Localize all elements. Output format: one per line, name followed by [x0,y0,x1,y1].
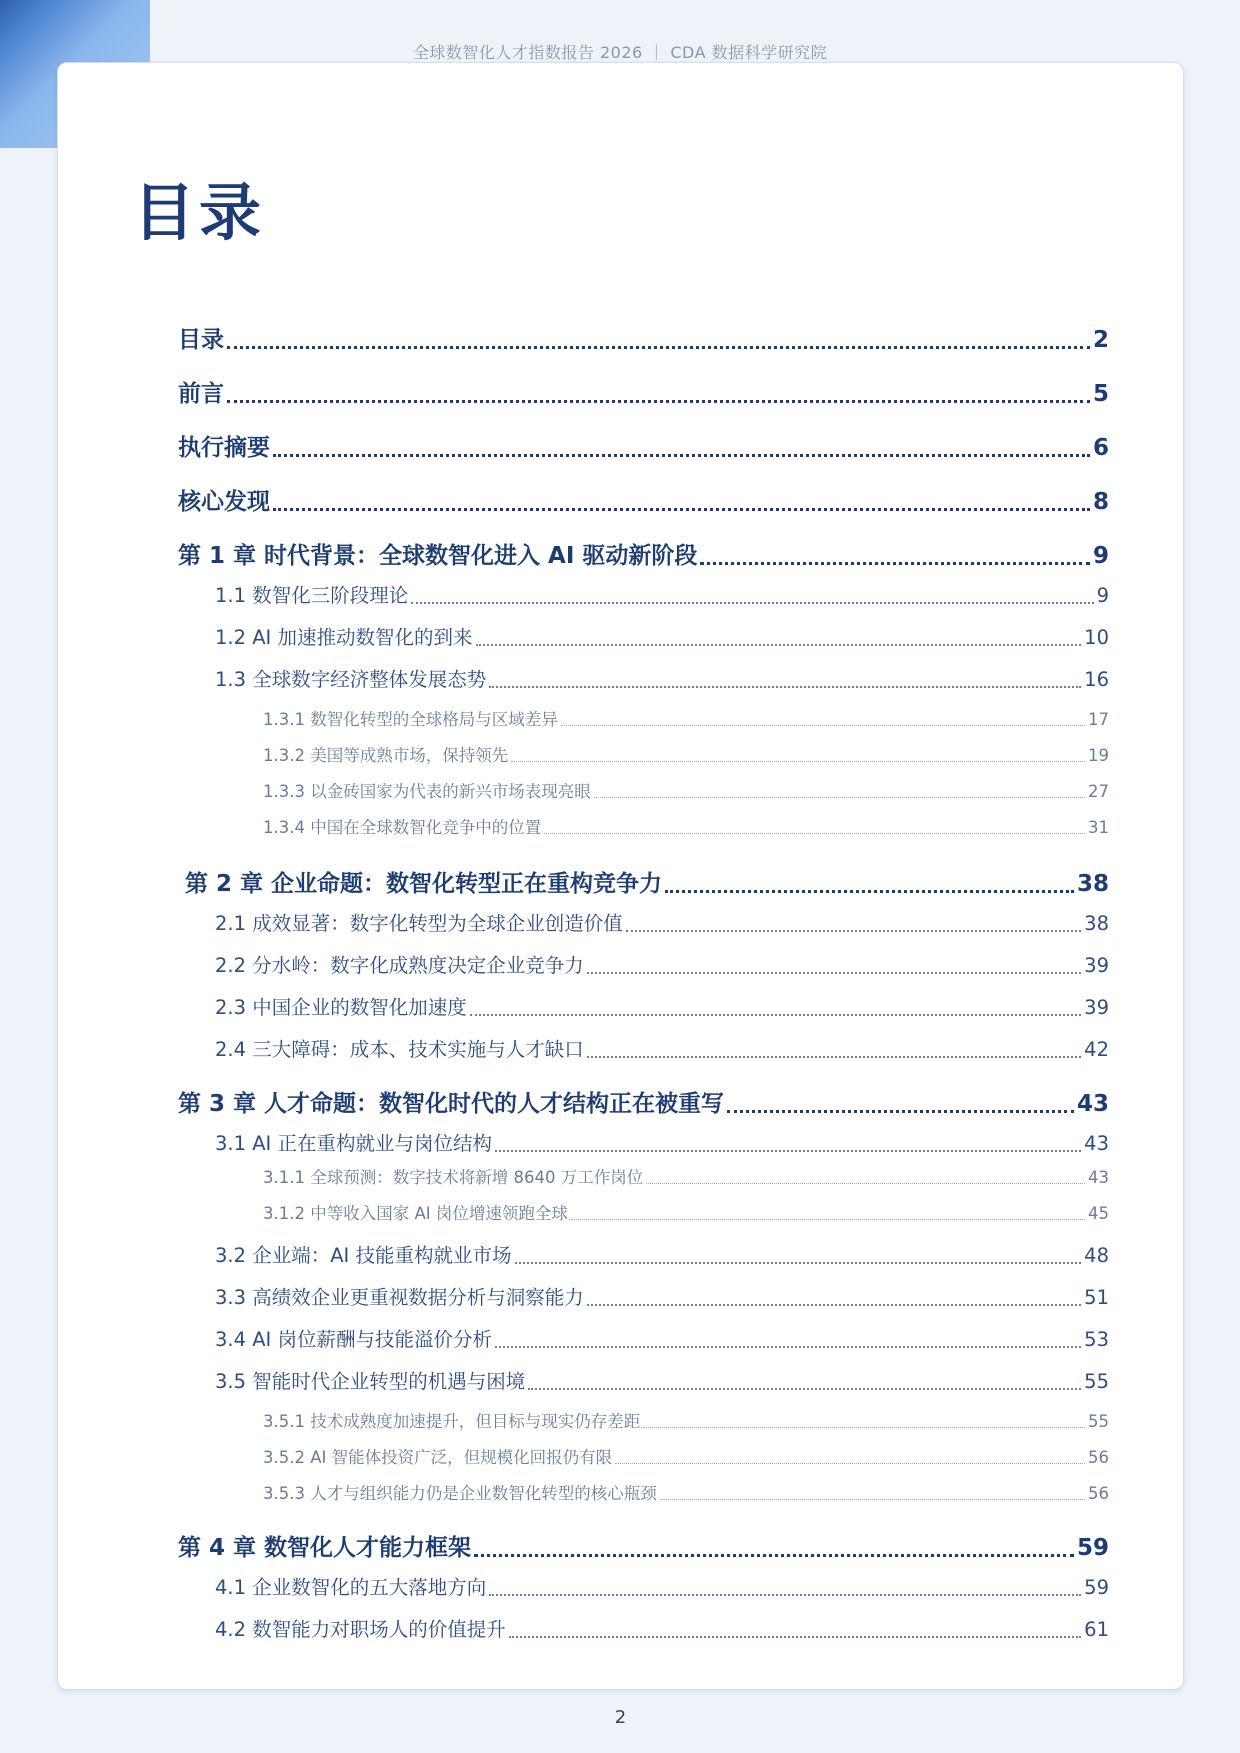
toc-subsection-entry[interactable] [263,778,1109,802]
toc-entry-title: 1.2 AI 加速推动数智化的到来 [215,626,473,649]
dot-leader [489,685,1081,688]
toc-entry-page: 31 [1088,818,1109,837]
toc-section-entry[interactable] [215,1324,1109,1352]
toc-entry-page: 9 [1092,543,1109,569]
toc-entry-page: 56 [1088,1484,1109,1503]
dot-leader [626,929,1081,932]
toc-entry-page: 8 [1092,489,1109,515]
dot-leader [495,1345,1081,1348]
toc-section-entry[interactable] [215,992,1109,1020]
dot-leader [227,345,1090,349]
toc-entry-title: 1.3.3 以金砖国家为代表的新兴市场表现亮眼 [263,782,591,801]
toc-chapter-entry[interactable] [178,1085,1109,1118]
toc-entry-page: 5 [1092,381,1109,407]
dot-leader [273,453,1090,457]
toc-entry-page: 6 [1092,435,1109,461]
toc-chapter-entry[interactable] [178,537,1109,570]
toc-section-entry[interactable] [215,1614,1109,1642]
toc-section-entry[interactable] [215,1572,1109,1600]
toc-entry-page: 2 [1092,327,1109,353]
running-header: 全球数智化人才指数报告 2026 ｜ CDA 数据科学研究院 [412,43,828,62]
dot-leader [411,601,1093,604]
toc-entry-page: 53 [1084,1328,1109,1351]
toc-entry-page: 61 [1084,1618,1109,1641]
dot-leader [489,1593,1081,1596]
toc-entry-page: 59 [1076,1535,1109,1561]
toc-entry-title: 1.3.4 中国在全球数智化竞争中的位置 [263,818,542,837]
toc-entry-title: 2.3 中国企业的数智化加速度 [215,996,467,1019]
toc-entry-page: 55 [1088,1412,1109,1431]
dot-leader [470,1013,1081,1016]
dot-leader [515,1261,1082,1264]
toc-section-entry[interactable] [215,1282,1109,1310]
page-title: 目录 [133,176,266,249]
toc-entry-page: 43 [1088,1168,1109,1187]
dot-leader [615,1462,1085,1464]
toc-subsection-entry[interactable] [263,1480,1109,1504]
toc-entry-page: 17 [1088,710,1109,729]
dot-leader [544,832,1085,834]
toc-chapter-entry[interactable] [178,429,1109,462]
toc-entry-title: 3.1.1 全球预测：数字技术将新增 8640 万工作岗位 [263,1168,644,1187]
toc-section-entry[interactable] [215,1034,1109,1062]
toc-entry-page: 39 [1084,954,1109,977]
toc-entry-title: 4.1 企业数智化的五大落地方向 [215,1576,487,1599]
toc-entry-title: 3.1 AI 正在重构就业与岗位结构 [215,1132,492,1155]
toc-entry-page: 10 [1084,626,1109,649]
toc-subsection-entry[interactable] [263,1164,1109,1188]
toc-section-entry[interactable] [215,1366,1109,1394]
toc-subsection-entry[interactable] [263,814,1109,838]
toc-entry-title: 3.4 AI 岗位薪酬与技能溢价分析 [215,1328,492,1351]
dot-leader [594,796,1085,798]
toc-entry-title: 3.5 智能时代企业转型的机遇与困境 [215,1370,526,1393]
toc-section-entry[interactable] [215,622,1109,650]
toc-chapter-entry[interactable] [178,483,1109,516]
dot-leader [511,760,1085,762]
toc-entry-title: 第 4 章 数智化人才能力框架 [178,1535,472,1561]
toc-entry-title: 目录 [178,327,224,353]
toc-section-entry[interactable] [215,1240,1109,1268]
toc-entry-title: 执行摘要 [178,435,270,461]
toc-entry-page: 39 [1084,996,1109,1019]
toc-entry-page: 19 [1088,746,1109,765]
toc-section-entry[interactable] [215,908,1109,936]
dot-leader [665,889,1074,893]
toc-subsection-entry[interactable] [263,706,1109,730]
toc-entry-title: 3.5.1 技术成熟度加速提升，但目标与现实仍存差距 [263,1412,641,1431]
toc-entry-title: 3.5.2 AI 智能体投资广泛，但规模化回报仍有限 [263,1448,613,1467]
toc-entry-page: 43 [1076,1091,1109,1117]
toc-section-entry[interactable] [215,664,1109,692]
page-sheet [57,62,1184,1728]
page-number: 2 [614,1707,627,1728]
toc-subsection-entry[interactable] [263,1444,1109,1468]
toc-entry-title: 第 3 章 人才命题：数智化时代的人才结构正在被重写 [178,1091,725,1117]
toc-entry-page: 27 [1088,782,1109,801]
toc-entry-page: 38 [1084,912,1109,935]
dot-leader [528,1387,1081,1390]
toc-entry-page: 59 [1084,1576,1109,1599]
toc-entry-page: 9 [1096,584,1109,607]
toc-chapter-entry[interactable] [178,321,1109,354]
toc-entry-page: 42 [1084,1038,1109,1061]
toc-section-entry[interactable] [215,1128,1109,1156]
dot-leader [643,1426,1085,1428]
toc-chapter-entry[interactable] [185,865,1109,898]
toc-subsection-entry[interactable] [263,1200,1109,1224]
dot-leader [587,971,1081,974]
toc-entry-page: 43 [1084,1132,1109,1155]
dot-leader [587,1055,1081,1058]
dot-leader [561,724,1085,726]
toc-entry-page: 56 [1088,1448,1109,1467]
toc-entry-title: 2.2 分水岭：数字化成熟度决定企业竞争力 [215,954,584,977]
dot-leader [587,1303,1081,1306]
toc-entry-title: 1.3.2 美国等成熟市场，保持领先 [263,746,509,765]
dot-leader [646,1182,1085,1184]
toc-entry-title: 核心发现 [178,489,270,515]
toc-entry-page: 45 [1088,1204,1109,1223]
toc-entry-title: 第 2 章 企业命题：数智化转型正在重构竞争力 [185,871,663,897]
toc-chapter-entry[interactable] [178,1529,1109,1562]
dot-leader [474,1553,1074,1557]
toc-entry-title: 3.1.2 中等收入国家 AI 岗位增速领跑全球 [263,1204,568,1223]
dot-leader [476,643,1082,646]
dot-leader [571,1218,1085,1220]
dot-leader [495,1149,1081,1152]
toc-entry-page: 16 [1084,668,1109,691]
toc-entry-title: 3.2 企业端：AI 技能重构就业市场 [215,1244,512,1267]
toc-entry-title: 前言 [178,381,224,407]
toc-subsection-entry[interactable] [263,1408,1109,1432]
toc-section-entry[interactable] [215,950,1109,978]
toc-subsection-entry[interactable] [263,742,1109,766]
dot-leader [273,507,1090,511]
table-of-contents [58,63,1183,1689]
toc-entry-title: 4.2 数智能力对职场人的价值提升 [215,1618,506,1641]
dot-leader [509,1635,1081,1638]
dot-leader [227,399,1090,403]
toc-entry-title: 1.3 全球数字经济整体发展态势 [215,668,487,691]
toc-entry-title: 2.4 三大障碍：成本、技术实施与人才缺口 [215,1038,584,1061]
toc-chapter-entry[interactable] [178,375,1109,408]
toc-entry-page: 51 [1084,1286,1109,1309]
dot-leader [660,1498,1085,1500]
toc-section-entry[interactable] [215,580,1109,608]
toc-entry-title: 1.3.1 数智化转型的全球格局与区域差异 [263,710,558,729]
toc-entry-title: 3.5.3 人才与组织能力仍是企业数智化转型的核心瓶颈 [263,1484,657,1503]
toc-entry-page: 48 [1084,1244,1109,1267]
toc-entry-title: 2.1 成效显著：数字化转型为全球企业创造价值 [215,912,623,935]
toc-entry-title: 3.3 高绩效企业更重视数据分析与洞察能力 [215,1286,584,1309]
dot-leader [700,561,1090,565]
toc-entry-page: 55 [1084,1370,1109,1393]
toc-entry-title: 第 1 章 时代背景：全球数智化进入 AI 驱动新阶段 [178,543,698,569]
dot-leader [727,1109,1074,1113]
toc-entry-title: 1.1 数智化三阶段理论 [215,584,409,607]
toc-entry-page: 38 [1076,871,1109,897]
